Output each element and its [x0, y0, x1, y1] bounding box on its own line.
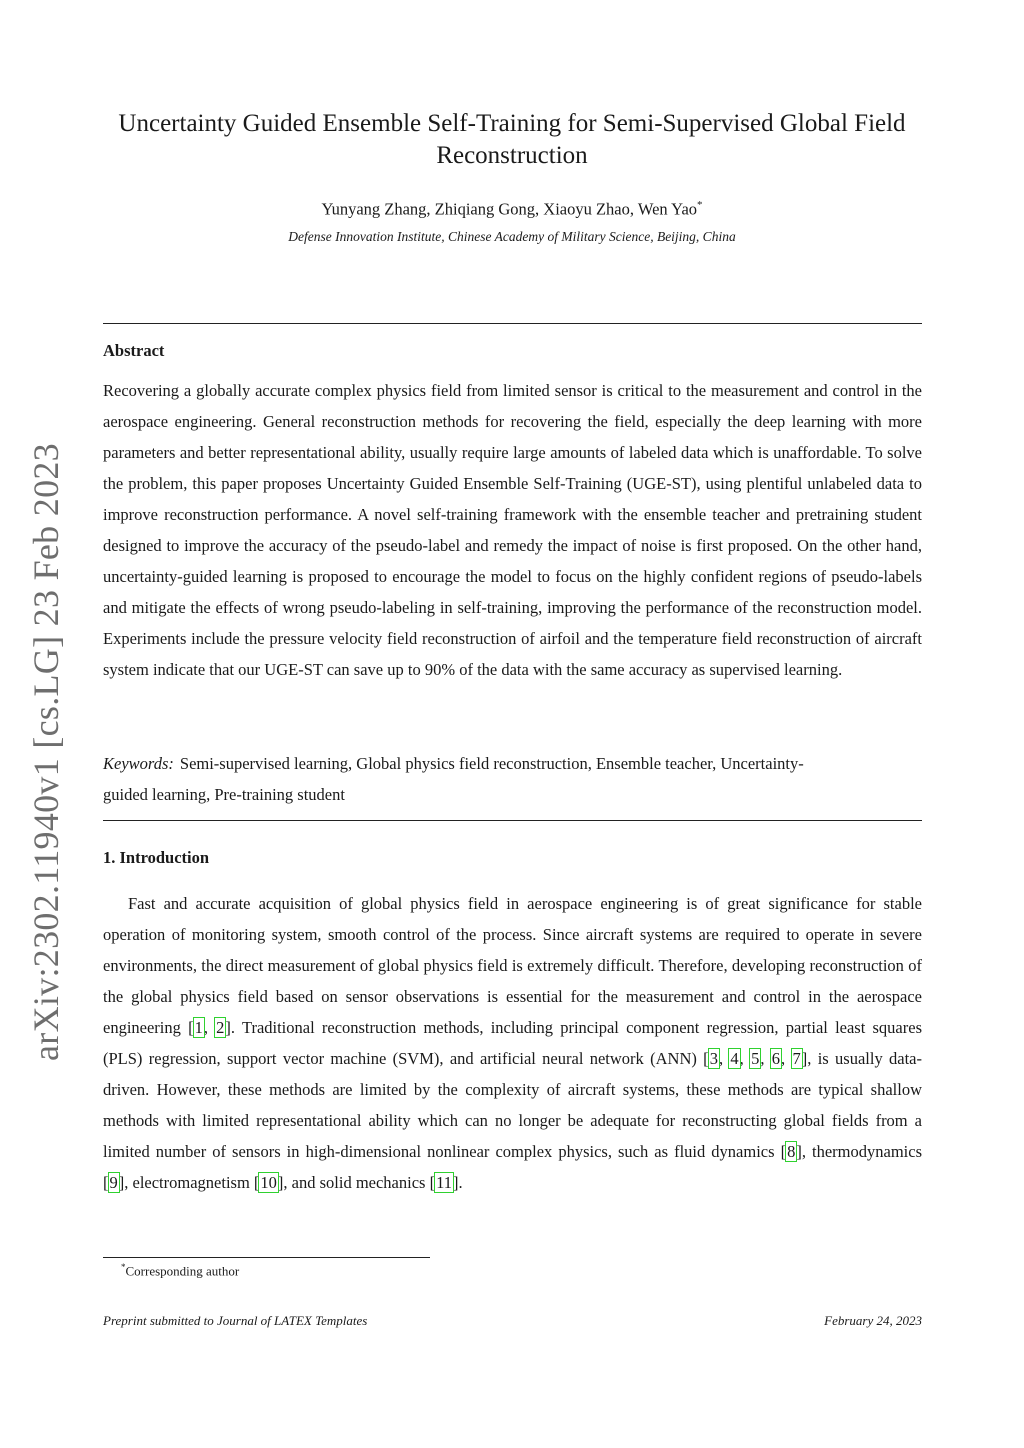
citation-link[interactable]: 11	[436, 1173, 452, 1192]
intro-text: ,	[203, 1018, 216, 1037]
citation-link[interactable]: 7	[792, 1049, 801, 1068]
footnote-text: Corresponding author	[125, 1263, 240, 1279]
citation-link[interactable]: 4	[730, 1049, 739, 1068]
intro-text: ], and solid mechanics [	[277, 1173, 436, 1192]
section-heading-introduction: 1. Introduction	[103, 848, 210, 867]
paper-title: Uncertainty Guided Ensemble Self-Training for Semi-Supervised Global Field Reconstruction	[118, 110, 906, 169]
submission-date: February 24, 2023	[824, 1313, 922, 1328]
footnote	[121, 1262, 239, 1279]
intro-text: ,	[760, 1049, 771, 1068]
citation-link[interactable]: 9	[109, 1173, 118, 1192]
keywords-text: Semi-supervised learning, Global physics field reconstruction, Ensemble teacher, Uncertainty-guided learning, Pre-training student	[103, 754, 804, 804]
intro-text: Fast and accurate acquisition of global physics field in aerospace engineering is of great significance for stable operation of monitoring system, smooth control of the process. Since aircraft systems are required to operate in severe environments, the direct measurement of global physics field is extremely difficult. Therefore, developing reconstruction of the global physics field based on sensor observations is essential for the measurement and control in the aerospace engineering [	[103, 894, 922, 1037]
intro-text: ,	[739, 1049, 751, 1068]
citation-link[interactable]: 2	[216, 1018, 225, 1037]
arxiv-identifier: arXiv:2302.11940v1 [cs.LG] 23 Feb 2023	[26, 443, 66, 1061]
author-names: Yunyang Zhang, Zhiqiang Gong, Xiaoyu Zhao, Wen Yao	[321, 199, 698, 219]
footnote-rule	[103, 1257, 430, 1258]
abstract-text: Recovering a globally accurate complex physics field from limited sensor is critical to the measurement and control in the aerospace engineering. General reconstruction methods for recovering the field, especially the deep learning with more parameters and better representational ability, usually require large amounts of labeled data which is unaffordable. To solve the problem, this paper proposes Uncertainty Guided Ensemble Self-Training (UGE-ST), using plentiful unlabeled data to improve reconstruction performance. A novel self-training framework with the ensemble teacher and pretraining student designed to improve the accuracy of the pseudo-label and remedy the impact of noise is first proposed. On the other hand, uncertainty-guided learning is proposed to encourage the model to focus on the highly confident regions of pseudo-labels and mitigate the effects of wrong pseudo-labeling in self-training, improving the performance of the reconstruction model. Experiments include the pressure velocity field reconstruction of airfoil and the temperature field reconstruction of aircraft system indicate that our UGE-ST can save up to 90% of the data with the same accuracy as supervised learning.	[103, 381, 922, 679]
intro-text: ]. Traditional reconstruction methods, including principal component regression, partial least squares (PLS) regression, support vector machine (SVM), and artificial neural network (ANN) [	[103, 1018, 922, 1068]
citation-link[interactable]: 3	[709, 1049, 718, 1068]
author-list	[100, 199, 924, 220]
keywords	[103, 748, 843, 810]
intro-text: ], thermodynamics [	[103, 1142, 922, 1192]
abstract-top-rule	[103, 323, 922, 324]
citation-link[interactable]: 5	[751, 1049, 760, 1068]
corresponding-author-mark: *	[697, 199, 703, 211]
intro-text: ], is usually data-driven. However, these methods are limited by the complexity of aircraft systems, these methods are typical shallow methods with limited representational ability which can no longer be adequate for reconstructing global fields from a limited number of sensors in high-dimensional nonlinear complex physics, such as fluid dynamics [	[103, 1049, 922, 1161]
citation-link[interactable]: 8	[787, 1142, 796, 1161]
abstract-bottom-rule	[103, 820, 922, 821]
citation-link[interactable]: 10	[260, 1173, 277, 1192]
footnote-mark: *	[121, 1262, 126, 1272]
introduction-paragraph	[103, 888, 922, 1198]
citation-link[interactable]: 1	[194, 1018, 203, 1037]
abstract-heading: Abstract	[103, 341, 165, 360]
intro-text: ,	[781, 1049, 792, 1068]
preprint-notice: Preprint submitted to Journal of LATEX Templates	[103, 1313, 368, 1328]
intro-text: ,	[718, 1049, 730, 1068]
keywords-label: Keywords:	[103, 754, 174, 773]
intro-text: ], electromagnetism [	[118, 1173, 260, 1192]
affiliation: Defense Innovation Institute, Chinese Academy of Military Science, Beijing, China	[288, 229, 736, 244]
intro-text: ].	[452, 1173, 463, 1192]
citation-link[interactable]: 6	[771, 1049, 781, 1068]
